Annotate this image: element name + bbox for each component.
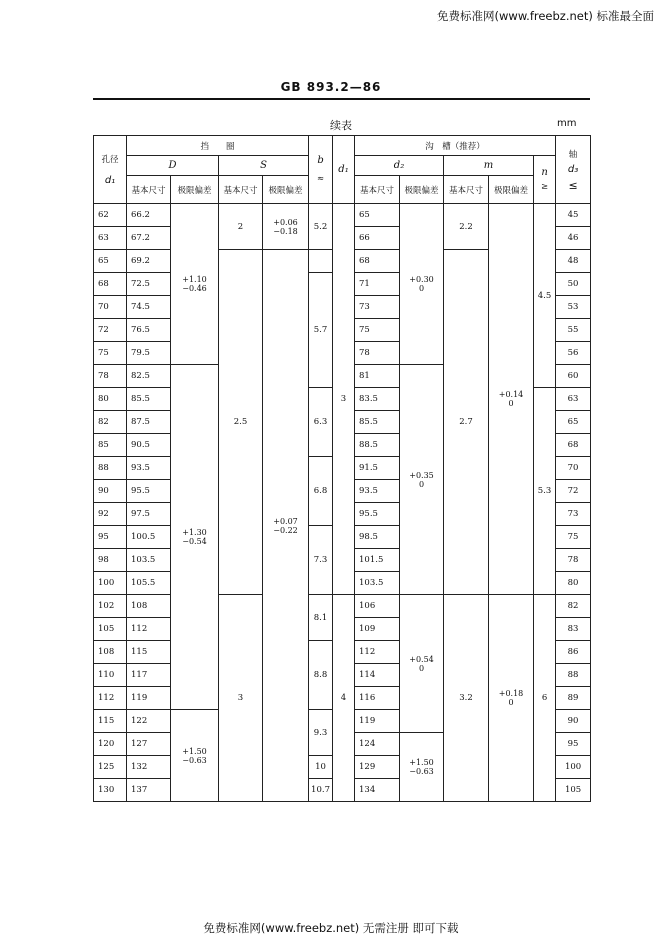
ring-S-limit-cell-lower: −0.18	[273, 226, 298, 236]
bore-diameter-cell: 105	[94, 618, 127, 641]
ring-D-basic-cell: 132	[127, 756, 171, 779]
shaft-d3-cell: 100	[556, 756, 591, 779]
groove-d2-limit-cell-lower: 0	[418, 479, 425, 489]
download-footer: 免费标准网(www.freebz.net) 无需注册 即可下载	[203, 921, 459, 935]
S-limit-header: 极限偏差	[263, 176, 309, 204]
ring-D-limit-cell-upper: +1.50	[182, 746, 207, 756]
ring-D-basic-cell: 76.5	[127, 319, 171, 342]
groove-d2-basic-cell: 98.5	[355, 526, 400, 549]
bore-diameter-cell: 75	[94, 342, 127, 365]
S-header: S	[219, 156, 309, 176]
groove-d2-basic-cell: 78	[355, 342, 400, 365]
ring-S-limit-cell	[263, 250, 309, 802]
bore-diameter-cell: 92	[94, 503, 127, 526]
shaft-d3-cell: 73	[556, 503, 591, 526]
shaft-d3-cell: 63	[556, 388, 591, 411]
shaft-d3-cell: 88	[556, 664, 591, 687]
shaft-label: 轴	[568, 149, 578, 160]
bore-diameter-cell: 82	[94, 411, 127, 434]
groove-d2-basic-cell: 73	[355, 296, 400, 319]
shaft-d3-cell: 80	[556, 572, 591, 595]
shaft-d3-cell: 78	[556, 549, 591, 572]
groove-d2-limit-cell-lower: 0	[418, 284, 425, 293]
shaft-d3-cell: 60	[556, 365, 591, 388]
ring-d1-cell: 4	[333, 595, 355, 802]
bore-diameter-cell: 72	[94, 319, 127, 342]
bore-diameter-cell: 70	[94, 296, 127, 319]
ring-D-basic-cell: 93.5	[127, 457, 171, 480]
groove-m-basic-cell: 3.2	[444, 595, 489, 802]
groove-d2-limit-cell	[400, 595, 444, 733]
groove-n-cell: 5.3	[534, 388, 556, 595]
groove-n-cell: 4.5	[534, 204, 556, 388]
bore-diameter-cell: 78	[94, 365, 127, 388]
groove-d2-limit-cell-upper: +0.35	[409, 470, 434, 480]
shaft-d3-cell: 68	[556, 434, 591, 457]
m-header: m	[444, 156, 534, 176]
ring-S-basic-cell: 2.5	[219, 250, 263, 595]
ring-D-basic-cell: 97.5	[127, 503, 171, 526]
bore-diameter-cell: 85	[94, 434, 127, 457]
bore-diameter-cell: 130	[94, 779, 127, 802]
ring-b-cell: 10	[309, 756, 333, 779]
groove-d2-basic-cell: 68	[355, 250, 400, 273]
ring-D-limit-cell	[171, 204, 219, 365]
ring-D-basic-cell: 69.2	[127, 250, 171, 273]
bore-diameter-cell: 63	[94, 227, 127, 250]
ring-D-basic-cell: 82.5	[127, 365, 171, 388]
ring-S-basic-cell: 2	[219, 204, 263, 250]
ring-group-header: 挡 圈	[127, 136, 309, 156]
shaft-d3-cell: 53	[556, 296, 591, 319]
groove-d2-basic-cell: 112	[355, 641, 400, 664]
table-row	[94, 595, 591, 618]
groove-m-limit-cell-upper: +0.14	[498, 390, 524, 399]
ring-D-basic-cell: 119	[127, 687, 171, 710]
groove-m-limit-cell-lower: 0	[508, 399, 514, 408]
b-symbol: b	[317, 155, 324, 166]
shaft-d3-cell: 56	[556, 342, 591, 365]
shaft-d3-cell: 65	[556, 411, 591, 434]
shaft-d3-cell: 50	[556, 273, 591, 296]
ring-D-basic-cell: 90.5	[127, 434, 171, 457]
groove-m-limit-cell	[489, 595, 534, 802]
groove-d2-basic-cell: 114	[355, 664, 400, 687]
groove-m-limit-cell-upper: +0.18	[498, 689, 524, 698]
ring-D-limit-cell-lower: −0.46	[182, 284, 207, 293]
bore-diameter-cell: 62	[94, 204, 127, 227]
b-approx: ≈	[316, 174, 325, 184]
shaft-d3-cell: 72	[556, 480, 591, 503]
bore-diameter-cell: 98	[94, 549, 127, 572]
ring-S-limit-cell	[263, 204, 309, 250]
groove-m-limit-cell	[489, 204, 534, 595]
n-symbol: n	[541, 167, 548, 178]
ring-b-cell: 5.2	[309, 204, 333, 250]
bore-diameter-cell: 100	[94, 572, 127, 595]
groove-d2-basic-cell: 95.5	[355, 503, 400, 526]
d2-header: d₂	[355, 156, 444, 176]
groove-d2-limit-cell	[400, 204, 444, 365]
m-basic-header: 基本尺寸	[444, 176, 489, 204]
ring-b-cell: 6.3	[309, 388, 333, 457]
groove-d2-limit-cell	[400, 365, 444, 595]
ring-D-basic-cell: 115	[127, 641, 171, 664]
S-basic-header: 基本尺寸	[219, 176, 263, 204]
d2-limit-header: 极限偏差	[400, 176, 444, 204]
groove-d2-basic-cell: 134	[355, 779, 400, 802]
bore-diameter-cell: 125	[94, 756, 127, 779]
ring-b-cell: 5.7	[309, 273, 333, 388]
bore-diameter-cell: 80	[94, 388, 127, 411]
D-limit-header: 极限偏差	[171, 176, 219, 204]
d2-basic-header: 基本尺寸	[355, 176, 400, 204]
table-row	[94, 204, 591, 227]
groove-d2-basic-cell: 109	[355, 618, 400, 641]
ring-D-basic-cell: 74.5	[127, 296, 171, 319]
groove-d2-basic-cell: 83.5	[355, 388, 400, 411]
ring-D-basic-cell: 67.2	[127, 227, 171, 250]
ring-D-basic-cell: 100.5	[127, 526, 171, 549]
groove-d2-limit-cell-lower: −0.63	[409, 767, 434, 776]
ring-D-basic-cell: 117	[127, 664, 171, 687]
groove-d2-basic-cell: 101.5	[355, 549, 400, 572]
b-header	[309, 136, 333, 204]
groove-group-header: 沟 槽（推荐）	[355, 136, 556, 156]
n-ge: ≥	[540, 182, 549, 192]
ring-D-basic-cell: 122	[127, 710, 171, 733]
groove-d2-basic-cell: 116	[355, 687, 400, 710]
bore-diameter-cell: 110	[94, 664, 127, 687]
shaft-d3-cell: 105	[556, 779, 591, 802]
ring-D-limit-cell-upper: +1.10	[182, 275, 207, 284]
ring-b-cell: 6.8	[309, 457, 333, 526]
groove-n-cell: 6	[534, 595, 556, 802]
groove-d2-basic-cell: 93.5	[355, 480, 400, 503]
bore-diameter-cell: 65	[94, 250, 127, 273]
bore-diameter-cell: 95	[94, 526, 127, 549]
shaft-d3-cell: 45	[556, 204, 591, 227]
shaft-d3-cell: 46	[556, 227, 591, 250]
ring-b-cell	[309, 250, 333, 273]
groove-d2-basic-cell: 103.5	[355, 572, 400, 595]
groove-d2-basic-cell: 75	[355, 319, 400, 342]
shaft-symbol: d₃	[567, 163, 579, 175]
ring-D-basic-cell: 112	[127, 618, 171, 641]
groove-d2-limit-cell-lower: 0	[418, 663, 425, 673]
ring-D-basic-cell: 85.5	[127, 388, 171, 411]
bore-diameter-cell: 115	[94, 710, 127, 733]
ring-b-cell: 8.8	[309, 641, 333, 710]
ring-D-limit-cell	[171, 365, 219, 710]
ring-D-basic-cell: 72.5	[127, 273, 171, 296]
groove-d2-basic-cell: 91.5	[355, 457, 400, 480]
standard-code: GB 893.2—86	[280, 80, 382, 94]
D-basic-header: 基本尺寸	[127, 176, 171, 204]
bore-label: 孔径	[101, 155, 119, 165]
groove-d2-basic-cell: 66	[355, 227, 400, 250]
ring-spec-table	[93, 135, 591, 802]
groove-m-limit-cell-lower: 0	[508, 698, 514, 707]
bore-diameter-cell: 68	[94, 273, 127, 296]
ring-S-basic-cell: 3	[219, 595, 263, 802]
ring-D-basic-cell: 66.2	[127, 204, 171, 227]
ring-b-cell: 9.3	[309, 710, 333, 756]
D-header: D	[127, 156, 219, 176]
groove-d2-limit-cell-upper: +0.54	[409, 654, 434, 664]
shaft-d3-cell: 86	[556, 641, 591, 664]
unit-label: mm	[557, 118, 577, 129]
groove-d2-limit-cell-upper: +0.30	[409, 275, 434, 284]
ring-D-basic-cell: 95.5	[127, 480, 171, 503]
m-limit-header: 极限偏差	[489, 176, 534, 204]
groove-d2-limit-cell-upper: +1.50	[409, 758, 434, 767]
table-title: 续表	[330, 119, 352, 132]
title-rule	[93, 98, 590, 100]
shaft-d3-cell: 82	[556, 595, 591, 618]
d1-header: d₁	[333, 136, 355, 204]
shaft-d3-cell: 75	[556, 526, 591, 549]
groove-d2-basic-cell: 85.5	[355, 411, 400, 434]
groove-m-basic-cell: 2.7	[444, 250, 489, 595]
ring-D-limit-cell-lower: −0.63	[182, 755, 207, 765]
ring-S-limit-cell-lower: −0.22	[273, 525, 298, 535]
bore-diameter-cell: 90	[94, 480, 127, 503]
n-header	[534, 156, 556, 204]
shaft-d3-cell: 90	[556, 710, 591, 733]
ring-D-basic-cell: 127	[127, 733, 171, 756]
ring-D-basic-cell: 103.5	[127, 549, 171, 572]
ring-b-cell: 10.7	[309, 779, 333, 802]
shaft-d3-cell: 89	[556, 687, 591, 710]
ring-D-basic-cell: 79.5	[127, 342, 171, 365]
bore-diameter-cell: 112	[94, 687, 127, 710]
bore-diameter-cell: 88	[94, 457, 127, 480]
shaft-d3-cell: 83	[556, 618, 591, 641]
ring-D-limit-cell-lower: −0.54	[182, 537, 207, 546]
shaft-header	[556, 136, 591, 204]
shaft-d3-cell: 70	[556, 457, 591, 480]
bore-header	[94, 136, 127, 204]
shaft-d3-cell: 55	[556, 319, 591, 342]
ring-b-cell: 8.1	[309, 595, 333, 641]
groove-d2-basic-cell: 71	[355, 273, 400, 296]
ring-D-limit-cell	[171, 710, 219, 802]
ring-d1-cell: 3	[333, 204, 355, 595]
groove-d2-basic-cell: 88.5	[355, 434, 400, 457]
ring-b-cell: 7.3	[309, 526, 333, 595]
groove-m-basic-cell: 2.2	[444, 204, 489, 250]
groove-d2-limit-cell	[400, 733, 444, 802]
ring-D-limit-cell-upper: +1.30	[182, 528, 207, 537]
ring-D-basic-cell: 105.5	[127, 572, 171, 595]
groove-d2-basic-cell: 124	[355, 733, 400, 756]
site-banner: 免费标准网(www.freebz.net) 标准最全面	[437, 9, 654, 23]
shaft-le: ≤	[568, 178, 578, 192]
bore-symbol: d₁	[104, 175, 116, 186]
ring-D-basic-cell: 87.5	[127, 411, 171, 434]
shaft-d3-cell: 48	[556, 250, 591, 273]
bore-diameter-cell: 108	[94, 641, 127, 664]
groove-d2-basic-cell: 129	[355, 756, 400, 779]
groove-d2-basic-cell: 119	[355, 710, 400, 733]
bore-diameter-cell: 102	[94, 595, 127, 618]
groove-d2-basic-cell: 106	[355, 595, 400, 618]
bore-diameter-cell: 120	[94, 733, 127, 756]
ring-D-basic-cell: 137	[127, 779, 171, 802]
ring-S-limit-cell-upper: +0.07	[273, 516, 298, 526]
groove-d2-basic-cell: 81	[355, 365, 400, 388]
ring-S-limit-cell-upper: +0.06	[273, 217, 298, 227]
groove-d2-basic-cell: 65	[355, 204, 400, 227]
ring-D-basic-cell: 108	[127, 595, 171, 618]
shaft-d3-cell: 95	[556, 733, 591, 756]
